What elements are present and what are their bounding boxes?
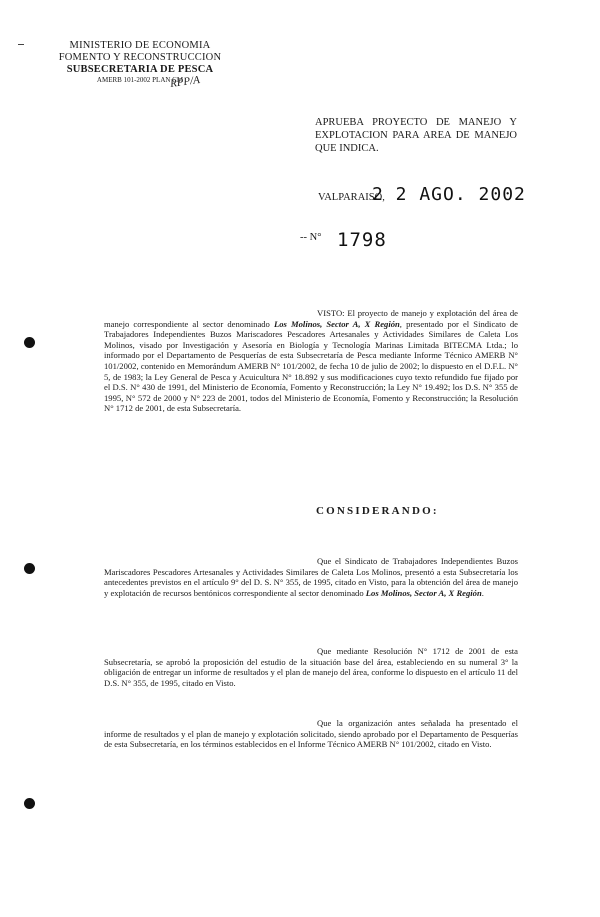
reference-code: AMERB 101-2002 PLAN CM (96, 76, 184, 84)
visto-paragraph (104, 308, 518, 414)
visto-lead-text: VISTO: El proyecto de manejo y explotación del área de manejo correspondiente al sector denominado (104, 308, 518, 329)
visto-lead (104, 308, 518, 414)
resolution-subject: APRUEBA PROYECTO DE MANEJO Y EXPLOTACION PARA AREA DE MANEJO QUE INDICA. (315, 117, 517, 154)
c2-body: de esta Subsecretaría, se aprobó la proposición del estudio de la situación base del área, estableciendo en su numeral 3° la obligación de entregar un informe de resultados y el plan de manejo del área, conforme lo dispuesto en el artículo 11 del D.S. N° 355, de 1995, citado en Visto. (104, 646, 518, 688)
c1-text (104, 556, 518, 598)
letterhead (40, 40, 240, 85)
number-abbrev: N° (309, 232, 322, 243)
visto-body: , presentado por el Sindicato de Trabajadores Independientes Buzos Mariscadores Pescadores Artesanales y Actividades Similares de Caleta Los Molinos, visado por Investigación y Asesoría en Biología y Tecnología Marinas Limitada BITECMA Ltda.; lo informado por el Departamento de Pesquerías de esta Subsecretaría de Pesca mediante Informe Técnico AMERB N° 101/2002, contenido en Memorándum AMERB N° 101/2002, de fecha 10 de julio de 2002; lo dispuesto en el D.F.L. N° 5, de 1983; la Ley General de Pesca y Acuicultura N° 18.892 y sus modificaciones cuyo texto refundido fue fijado por el D.S. N° 430 de 1991, del Ministerio de Economía, Fomento y Reconstrucción; la Ley N° 19.492; los D.S. N° 355 de 1995, N° 572 de 2000 y N° 223 de 2001, todos del Ministerio de Economía, Fomento y Reconstrucción; la Resolución N° 1712 de 2001, de esta Subsecretaría. (104, 318, 518, 414)
resolution-number-stamp: 1798 (337, 229, 387, 251)
considerando-2 (104, 646, 518, 688)
number-dash: -- (300, 232, 310, 243)
margin-mark (18, 44, 24, 45)
punch-hole-bottom (24, 798, 35, 809)
punch-hole-top (24, 337, 35, 348)
c3-body: presentado el informe de resultados y el plan de manejo y explotación solicitado, siendo aprobado por el Departamento de Pesquerías de esta Subsecretaría, en los términos establecidos en el Informe Técnico AMERB N° 101/2002, citado en Visto. (104, 718, 518, 750)
c3-lead: Que la organización antes señalada ha (317, 718, 464, 728)
c1-area-name: Los Molinos, Sector A, X Región (365, 587, 482, 598)
c1-body: Independientes Buzos Mariscadores Pescadores Artesanales y Actividades Similares de Caleta Los Molinos, presentó a esta Subsecretaría los antecedentes previstos en el artículo 9° del D. S. N° 355, de 1995, citado en Visto, para la obtención del área de manejo y explotación de recursos bentónicos correspondiente al sector denominado (104, 556, 518, 598)
subsecretaria-name: SUBSECRETARIA DE PESCA (66, 64, 214, 75)
c1-lead: Que el Sindicato de Trabajadores (317, 556, 438, 566)
punch-hole-middle (24, 563, 35, 574)
place-label: VALPARAISO, (318, 192, 385, 203)
considerando-3 (104, 718, 518, 750)
considerando-1 (104, 556, 518, 598)
handwritten-initials: RPP/A (169, 73, 201, 91)
considerando-heading: CONSIDERANDO: (316, 505, 439, 517)
date-stamp: 2 2 AGO. 2002 (372, 184, 526, 205)
c3-text (104, 718, 518, 750)
ministry-name: MINISTERIO DE ECONOMIA (69, 40, 211, 51)
c2-text (104, 646, 518, 688)
number-label (300, 232, 321, 243)
c2-lead: Que mediante Resolución N° 1712 de 2001 (317, 646, 486, 656)
visto-area-name: Los Molinos, Sector A, X Región (273, 318, 400, 329)
ministry-subtitle: FOMENTO Y RECONSTRUCCION (58, 52, 222, 63)
c1-end: . (481, 587, 484, 598)
